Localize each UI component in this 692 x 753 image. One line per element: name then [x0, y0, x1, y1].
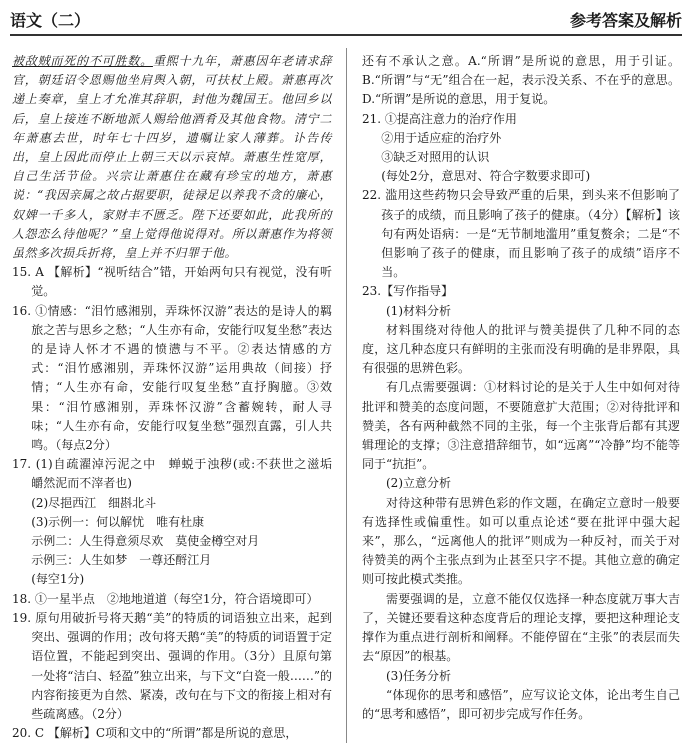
thesis-analysis-p1: 对待这种带有思辨色彩的作文题，在确定立意时一般要有选择性或偏重性。如可以重点论述“要在批评中强大起来”，那么，“远离他人的批评”则成为一种反衬，而关于对待赞美的两个主张点到为止甚至只字不提。其他立意的确定则可按此模式类推。: [362, 495, 680, 587]
page-header: [10, 4, 682, 36]
underlined-phrase: 被敌贼而死的不可胜数。: [12, 54, 153, 68]
header-title: 语文（二）: [10, 10, 91, 30]
answer-15: 15. A 【解析】“视听结合”错，开始两句只有视觉，没有听觉。: [12, 265, 332, 299]
right-column: [362, 52, 680, 724]
answer-16: 16. ①情感：“泪竹感湘别，弄珠怀汉游”表达的是诗人的羁旅之苦与思乡之愁；“人生亦有命，安能行叹复坐愁”表达的是诗人怀才不遇的愤懑与不平。②表达情感的方式：“泪竹感湘别，弄珠怀汉游”运用典故（间接）抒情；“人生亦有命，安能行叹复坐愁”直抒胸臆。③效果：“泪竹感湘别，弄珠怀汉游”含蓄婉转，耐人寻味；“人生亦有命，安能行叹复坐愁”强烈直露，引人共鸣。（每点2分）: [12, 303, 332, 453]
answer-17-example2: 示例二：人生得意须尽欢 莫使金樽空对月: [31, 534, 260, 549]
answer-18: 18. ①一星半点 ②地地道道（每空1分，符合语境即可）: [12, 591, 319, 606]
section-material-analysis: (1)材料分析: [386, 303, 451, 318]
header-subtitle: 参考答案及解析: [569, 10, 682, 30]
answer-17-1: 17. (1)自疏濯淖污泥之中 蝉蜕于浊秽(或:不获世之滋垢 皭然泥而不滓者也): [12, 457, 345, 491]
left-column: [12, 52, 345, 743]
answer-20: 20. C 【解析】C项和文中的“所谓”都是所说的意思，: [12, 726, 298, 741]
thesis-analysis-p2: 需要强调的是，立意不能仅仅选择一种态度就万事大吉了，关键还要看这种态度背后的理论支撑，要把这种理论支撑作为重点进行剖析和阐释。不能停留在“主张”的表层而失去“原因”的根基。: [362, 591, 680, 664]
material-analysis-p1: 材料围绕对待他人的批评与赞美提供了几种不同的态度，这几种态度只有鲜明的主张而没有明确的是非界限，具有很强的思辨色彩。: [362, 322, 680, 376]
answer-19: 19. 原句用破折号将天鹅“美”的特质的词语独立出来，起到突出、强调的作用；改句将天鹅“美”的特质的词语置于定语位置，不能起到突出、强调的作用。（3分）且原句第一处将“洁白、轻盈”独立出来，与下文“白瓷一般……”的内容衔接更为自然、紧凑，改句在与下文的衔接上相对有些疏离感。（2分）: [12, 610, 332, 721]
answer-23-heading: 23.【写作指导】: [362, 284, 454, 299]
answer-21-2: ②用于适应症的治疗外: [381, 130, 502, 145]
answer-17-example3: 示例三：人生如梦 一尊还酹江月: [31, 553, 212, 568]
task-analysis-p1: “体现你的思考和感悟”，应写议论文体，论出考生自己的“思考和感悟”，即可初步完成写作任务。: [362, 687, 680, 721]
answer-21-3: ③缺乏对照用的认识: [381, 150, 490, 165]
answer-17-2: (2)尽挹西江 细斟北斗: [31, 495, 157, 510]
material-analysis-p2: 有几点需要强调：①材料讨论的是关于人生中如何对待批评和赞美的态度问题，不要随意扩大范围；②对待批评和赞美，各有两种截然不同的主张，每一个主张背后都有其逻辑理论的支撑；③注意措辞细节，如“远离”“冷静”均不能等同于“抗拒”。: [362, 380, 680, 472]
column-divider: [346, 48, 347, 743]
answer-21-1: 21. ①提高注意力的治疗作用: [362, 111, 517, 126]
answer-20-continued: 还有不承认之意。A.“所谓”是所说的意思，用于引证。B.“所谓”与“无”组合在一起，表示没关系、不在乎的意思。D.“所谓”是所说的意思，用于复说。: [362, 54, 680, 107]
answer-22: 22. 滥用这些药物只会导致严重的后果，到头来不但影响了孩子的成绩，而且影响了孩子的健康。（4分）【解析】该句有两处语病：一是“无节制地滥用”重复赘余；二是“不但影响了孩子的健康，而且影响了孩子的成绩”语序不当。: [362, 188, 680, 280]
translation-paragraph: [12, 52, 332, 263]
section-thesis-analysis: (2)立意分析: [386, 476, 451, 491]
answer-17-score: (每空1分): [31, 572, 85, 587]
answer-21-score: (每处2分，意思对、符合字数要求即可): [381, 169, 591, 184]
translation-text: 重熙十九年，萧惠因年老请求辞官，朝廷诏令恩赐他坐肩舆入朝，可扶杖上殿。萧惠再次递上奏章，皇上才允准其辞职，封他为魏国王。他回乡以后，皇上接连不断地派人赐给他酒肴及其他食物。清宁二年萧惠去世，时年七十四岁，遗嘱让家人薄葬。讣告传出，皇上因此而停止上朝三天以示哀悼。萧惠生性宽厚，自己生活节俭。兴宗让萧惠住在藏有珍宝的地方，萧惠说：“我因亲属之故占据要职，徒禄足以养我不贪的廉心，奴婢一千多人，家财丰不匮乏。陛下还要如此，此我所的人怨恋么待他呢？”皇上觉得他说得对。所以萧惠作为将领虽然多次损兵折将，皇上并不归罪于他。: [12, 54, 332, 261]
section-task-analysis: (3)任务分析: [386, 668, 451, 683]
answer-17-3: (3)示例一：何以解忧 唯有杜康: [31, 514, 205, 529]
